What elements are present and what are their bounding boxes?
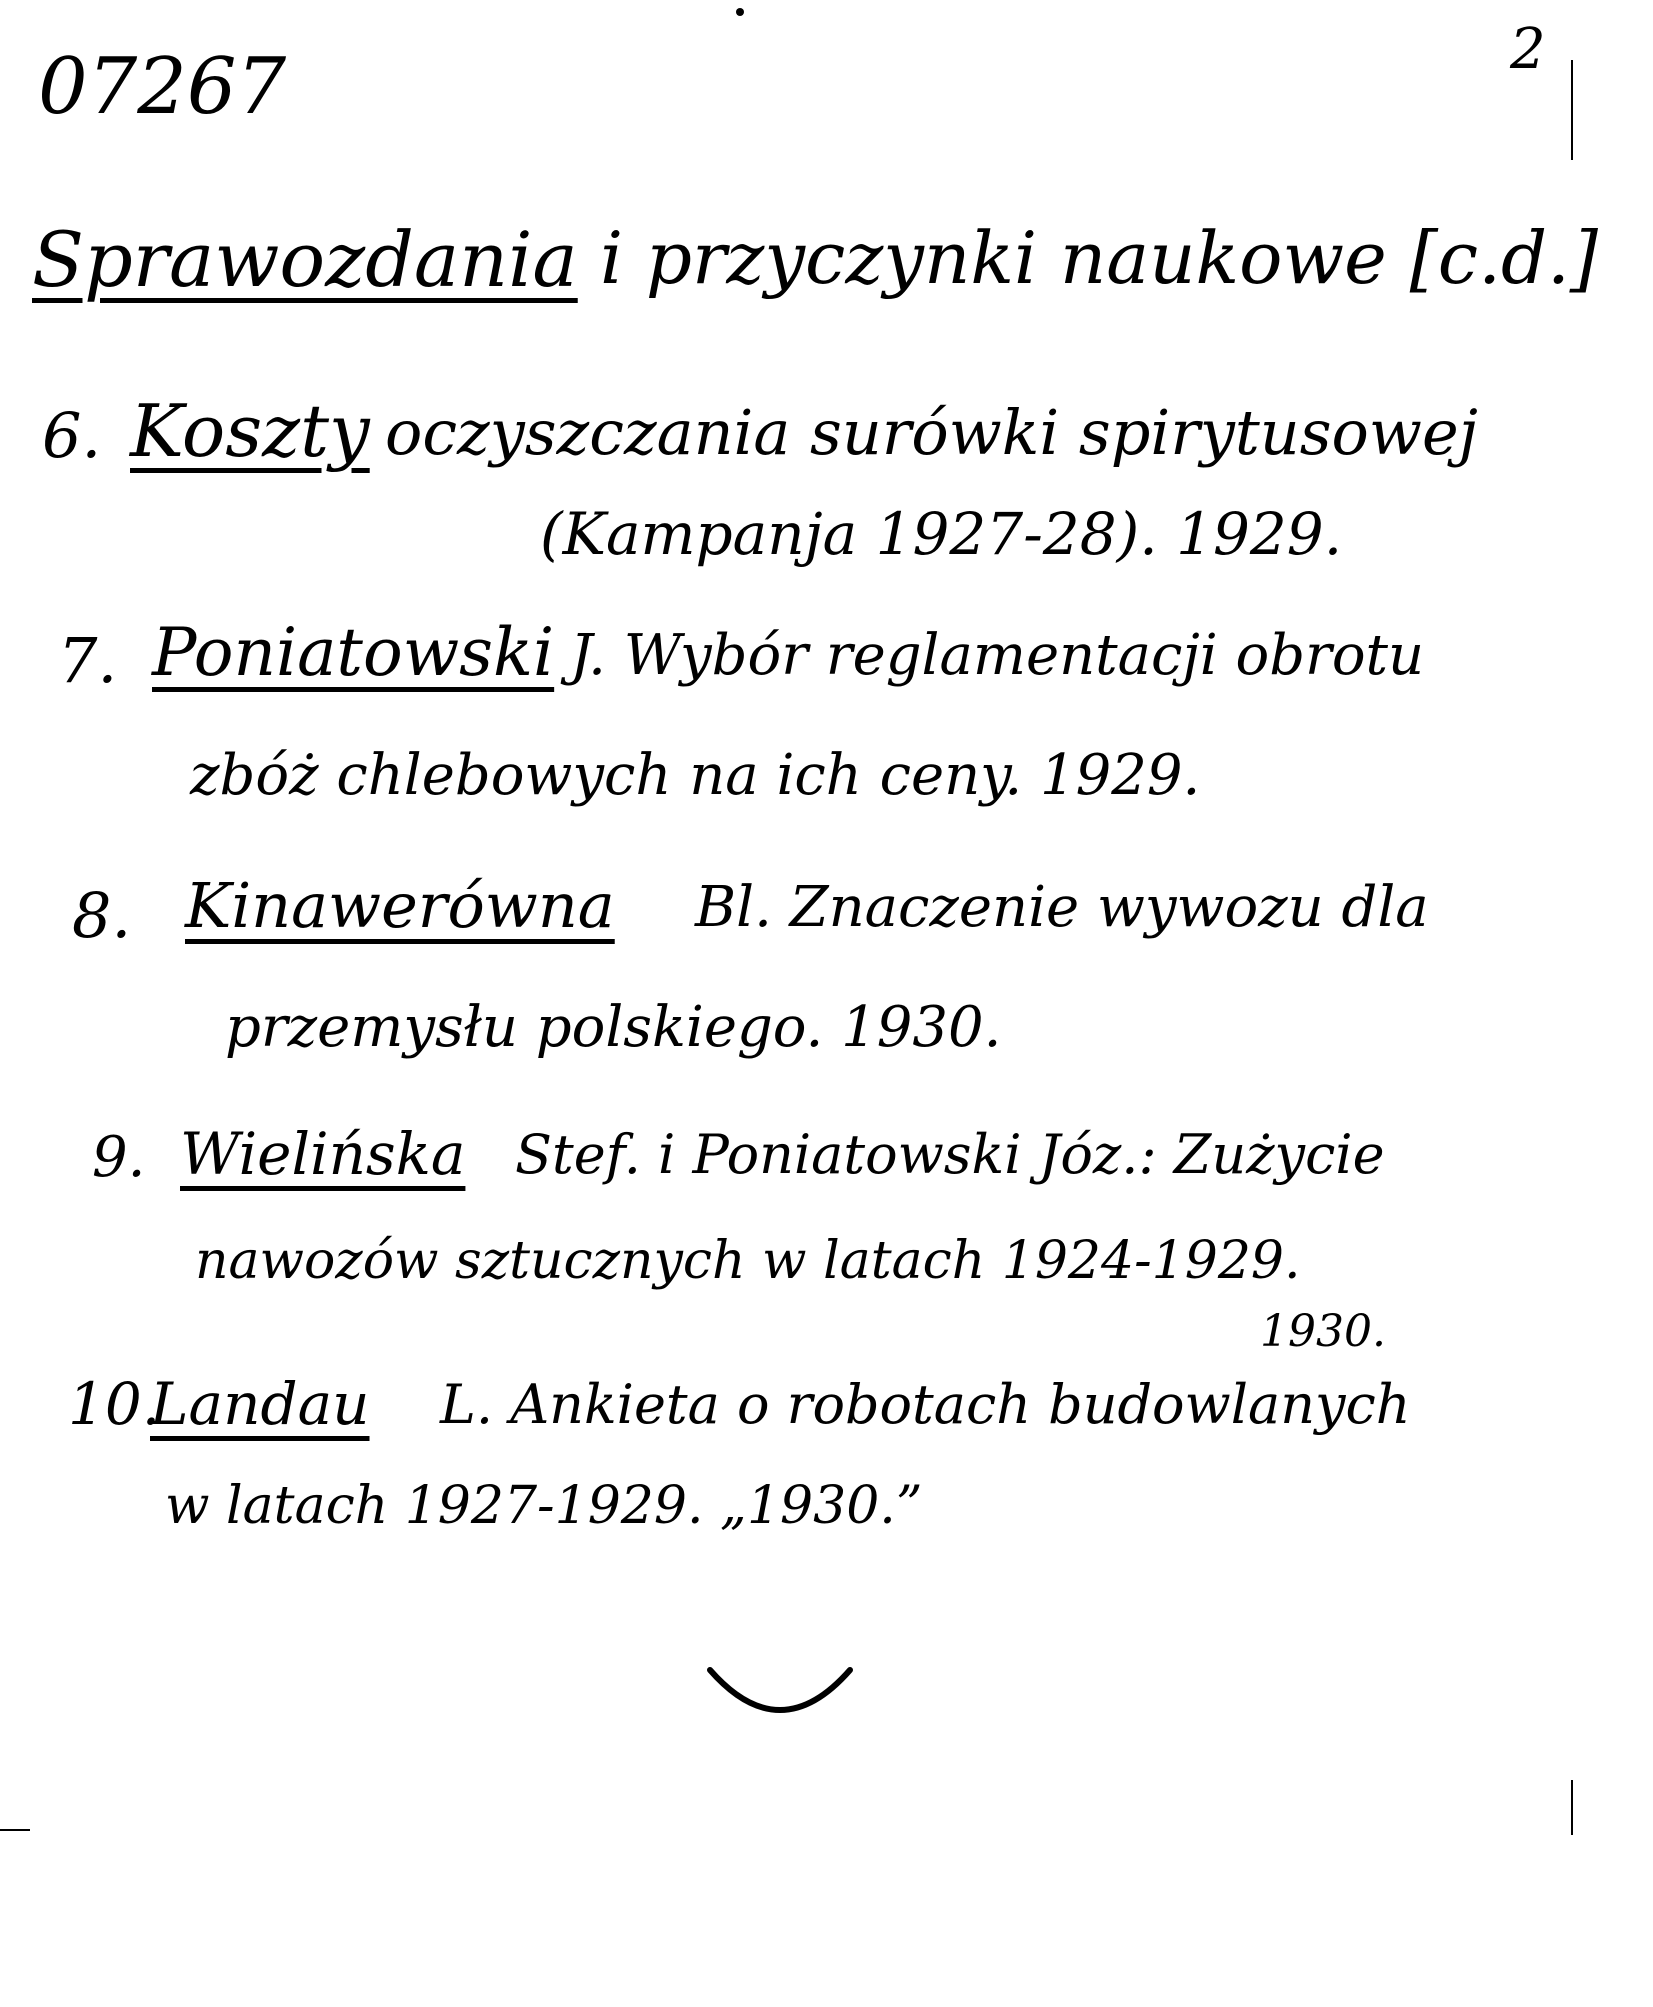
entry-author: Poniatowski <box>152 614 555 691</box>
entry-author: Wielińska <box>180 1120 466 1188</box>
page-number: 2 <box>1510 17 1546 82</box>
entry-author: Koszty <box>130 389 370 473</box>
heading-rest: i przyczynki naukowe [c.d.] <box>600 216 1599 300</box>
heading-title: Sprawozdania <box>32 215 578 304</box>
entry-text-line2: w latach 1927-1929. „1930.” <box>165 1476 923 1536</box>
entry-number: 9. <box>92 1125 146 1190</box>
entry-number: 6. <box>42 399 102 472</box>
entry-text-line1: J. Wybór reglamentacji obrotu <box>570 623 1425 688</box>
entry-text-line2: przemysłu polskiego. 1930. <box>225 995 1002 1060</box>
entry-number: 10. <box>68 1370 161 1438</box>
entry-author: Landau <box>150 1370 370 1438</box>
entry-text-line1: Bl. Znaczenie wywozu dla <box>695 875 1429 940</box>
entry-number: 8. <box>72 879 132 952</box>
catalog-number: 07267 <box>38 42 287 132</box>
entry-text-line2: zbóż chlebowych na ich ceny. 1929. <box>190 743 1201 808</box>
entry-author: Kinawerówna <box>185 869 615 942</box>
entry-text-line2: nawozów sztucznych w latach 1924-1929. <box>195 1231 1301 1291</box>
entry-note: 1930. <box>1260 1306 1386 1357</box>
entry-text-line2: (Kampanja 1927-28). 1929. <box>540 500 1343 568</box>
entry-text-line1: Stef. i Poniatowski Józ.: Zużycie <box>515 1123 1385 1186</box>
entry-number: 7. <box>58 624 118 697</box>
entry-text-line1: oczyszczania surówki spirytusowej <box>385 396 1478 469</box>
entry-text-line1: L. Ankieta o robotach budowlanych <box>440 1373 1411 1436</box>
